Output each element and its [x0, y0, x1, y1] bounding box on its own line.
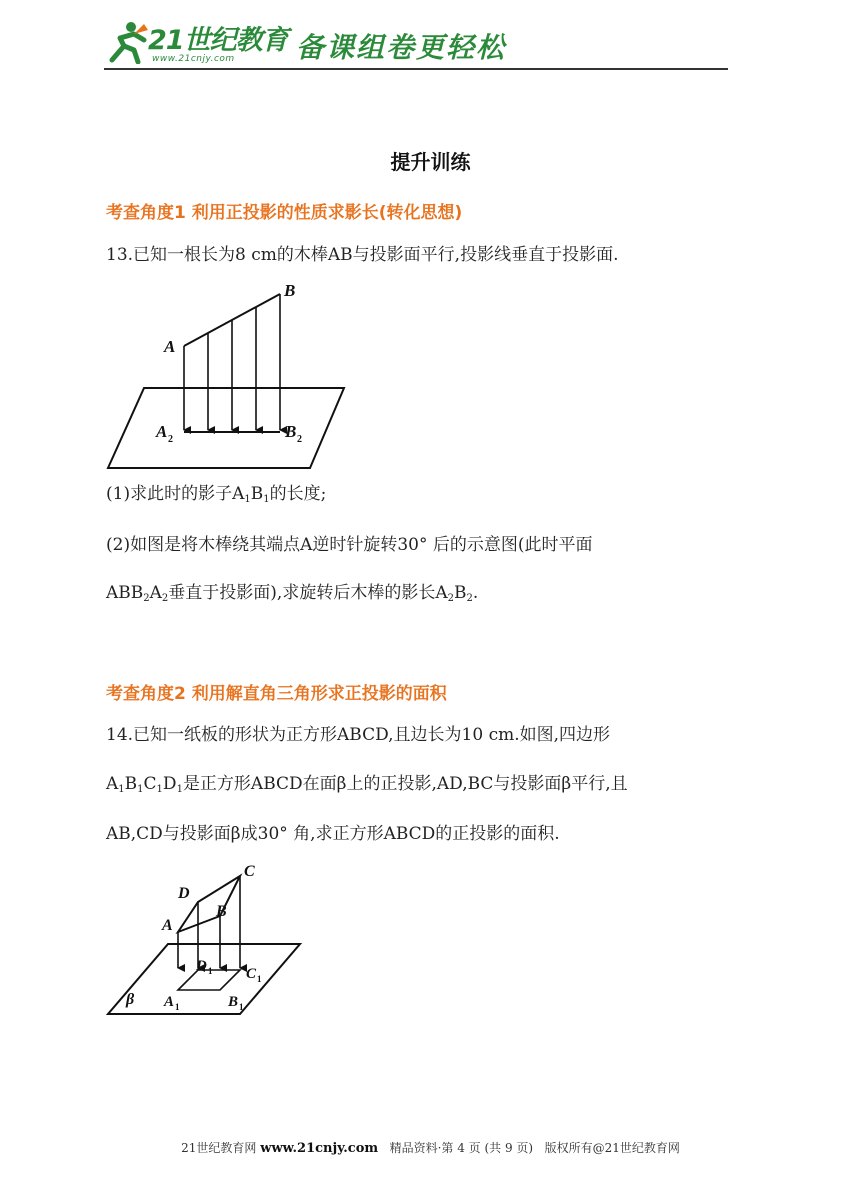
label-d1: D: [196, 958, 207, 974]
label-b: B: [284, 281, 296, 300]
label-c1-sub: 1: [257, 974, 262, 984]
label-b: B: [216, 903, 227, 920]
q13-figure: [104, 278, 354, 474]
label-a: A: [162, 917, 173, 934]
q14-line3: AB,CD与投影面β成30° 角,求正方形ABCD的正投影的面积.: [106, 824, 560, 844]
page-header: [104, 18, 728, 70]
footer-rights: 版权所有@21世纪教育网: [544, 1141, 680, 1155]
section-heading-2: 考查角度2 利用解直角三角形求正投影的面积: [106, 684, 447, 704]
section-heading-1: 考查角度1 利用正投影的性质求影长(转化思想): [106, 203, 463, 223]
logo-url: www.21cnjy.com: [152, 54, 235, 64]
q13-stem: 13.已知一根长为8 cm的木棒AB与投影面平行,投影线垂直于投影面.: [106, 245, 619, 265]
label-a2: A: [156, 422, 168, 441]
label-c1: C: [246, 966, 257, 982]
footer-url[interactable]: www.21cnjy.com: [260, 1141, 379, 1156]
label-b1: B: [228, 994, 239, 1010]
q14-line2: $A_1B_1C_1D_1$是正方形ABCD在面β上的正投影,AD,BC与投影面β平行,且: [106, 774, 628, 795]
q14-figure: [104, 858, 308, 1020]
label-a1: A: [164, 994, 175, 1010]
q14-stem: 14.已知一纸板的形状为正方形ABCD,且边长为10 cm.如图,四边形: [106, 725, 611, 745]
header-slogan: 备课组卷更轻松: [296, 31, 507, 64]
runner-logo-icon: [104, 20, 150, 64]
label-b2-sub: 2: [297, 434, 302, 445]
label-b2: B: [285, 422, 297, 441]
footer-page-info: 精品资料·第 4 页 (共 9 页): [389, 1141, 534, 1155]
header-divider: [104, 68, 728, 70]
q13-part2-line2: $ABB_2A_2$垂直于投影面),求旋转后木棒的影长$A_2B_2$.: [106, 583, 479, 604]
page-footer: [0, 1139, 861, 1156]
label-d: D: [178, 885, 190, 902]
q13-part2-line1: (2)如图是将木棒绕其端点A逆时针旋转30° 后的示意图(此时平面: [106, 535, 593, 555]
logo-text: 21世纪教育: [148, 25, 288, 56]
label-beta: β: [126, 991, 135, 1008]
label-a1-sub: 1: [175, 1002, 180, 1012]
page-title: 提升训练: [390, 150, 471, 174]
label-a: A: [164, 337, 176, 356]
label-b1-sub: 1: [239, 1002, 244, 1012]
label-a2-sub: 2: [168, 434, 173, 445]
label-c: C: [244, 863, 255, 880]
label-d1-sub: 1: [208, 966, 213, 976]
footer-site: 21世纪教育网: [181, 1141, 257, 1155]
q13-part1: (1)求此时的影子$A_1B_1$的长度;: [106, 484, 327, 505]
